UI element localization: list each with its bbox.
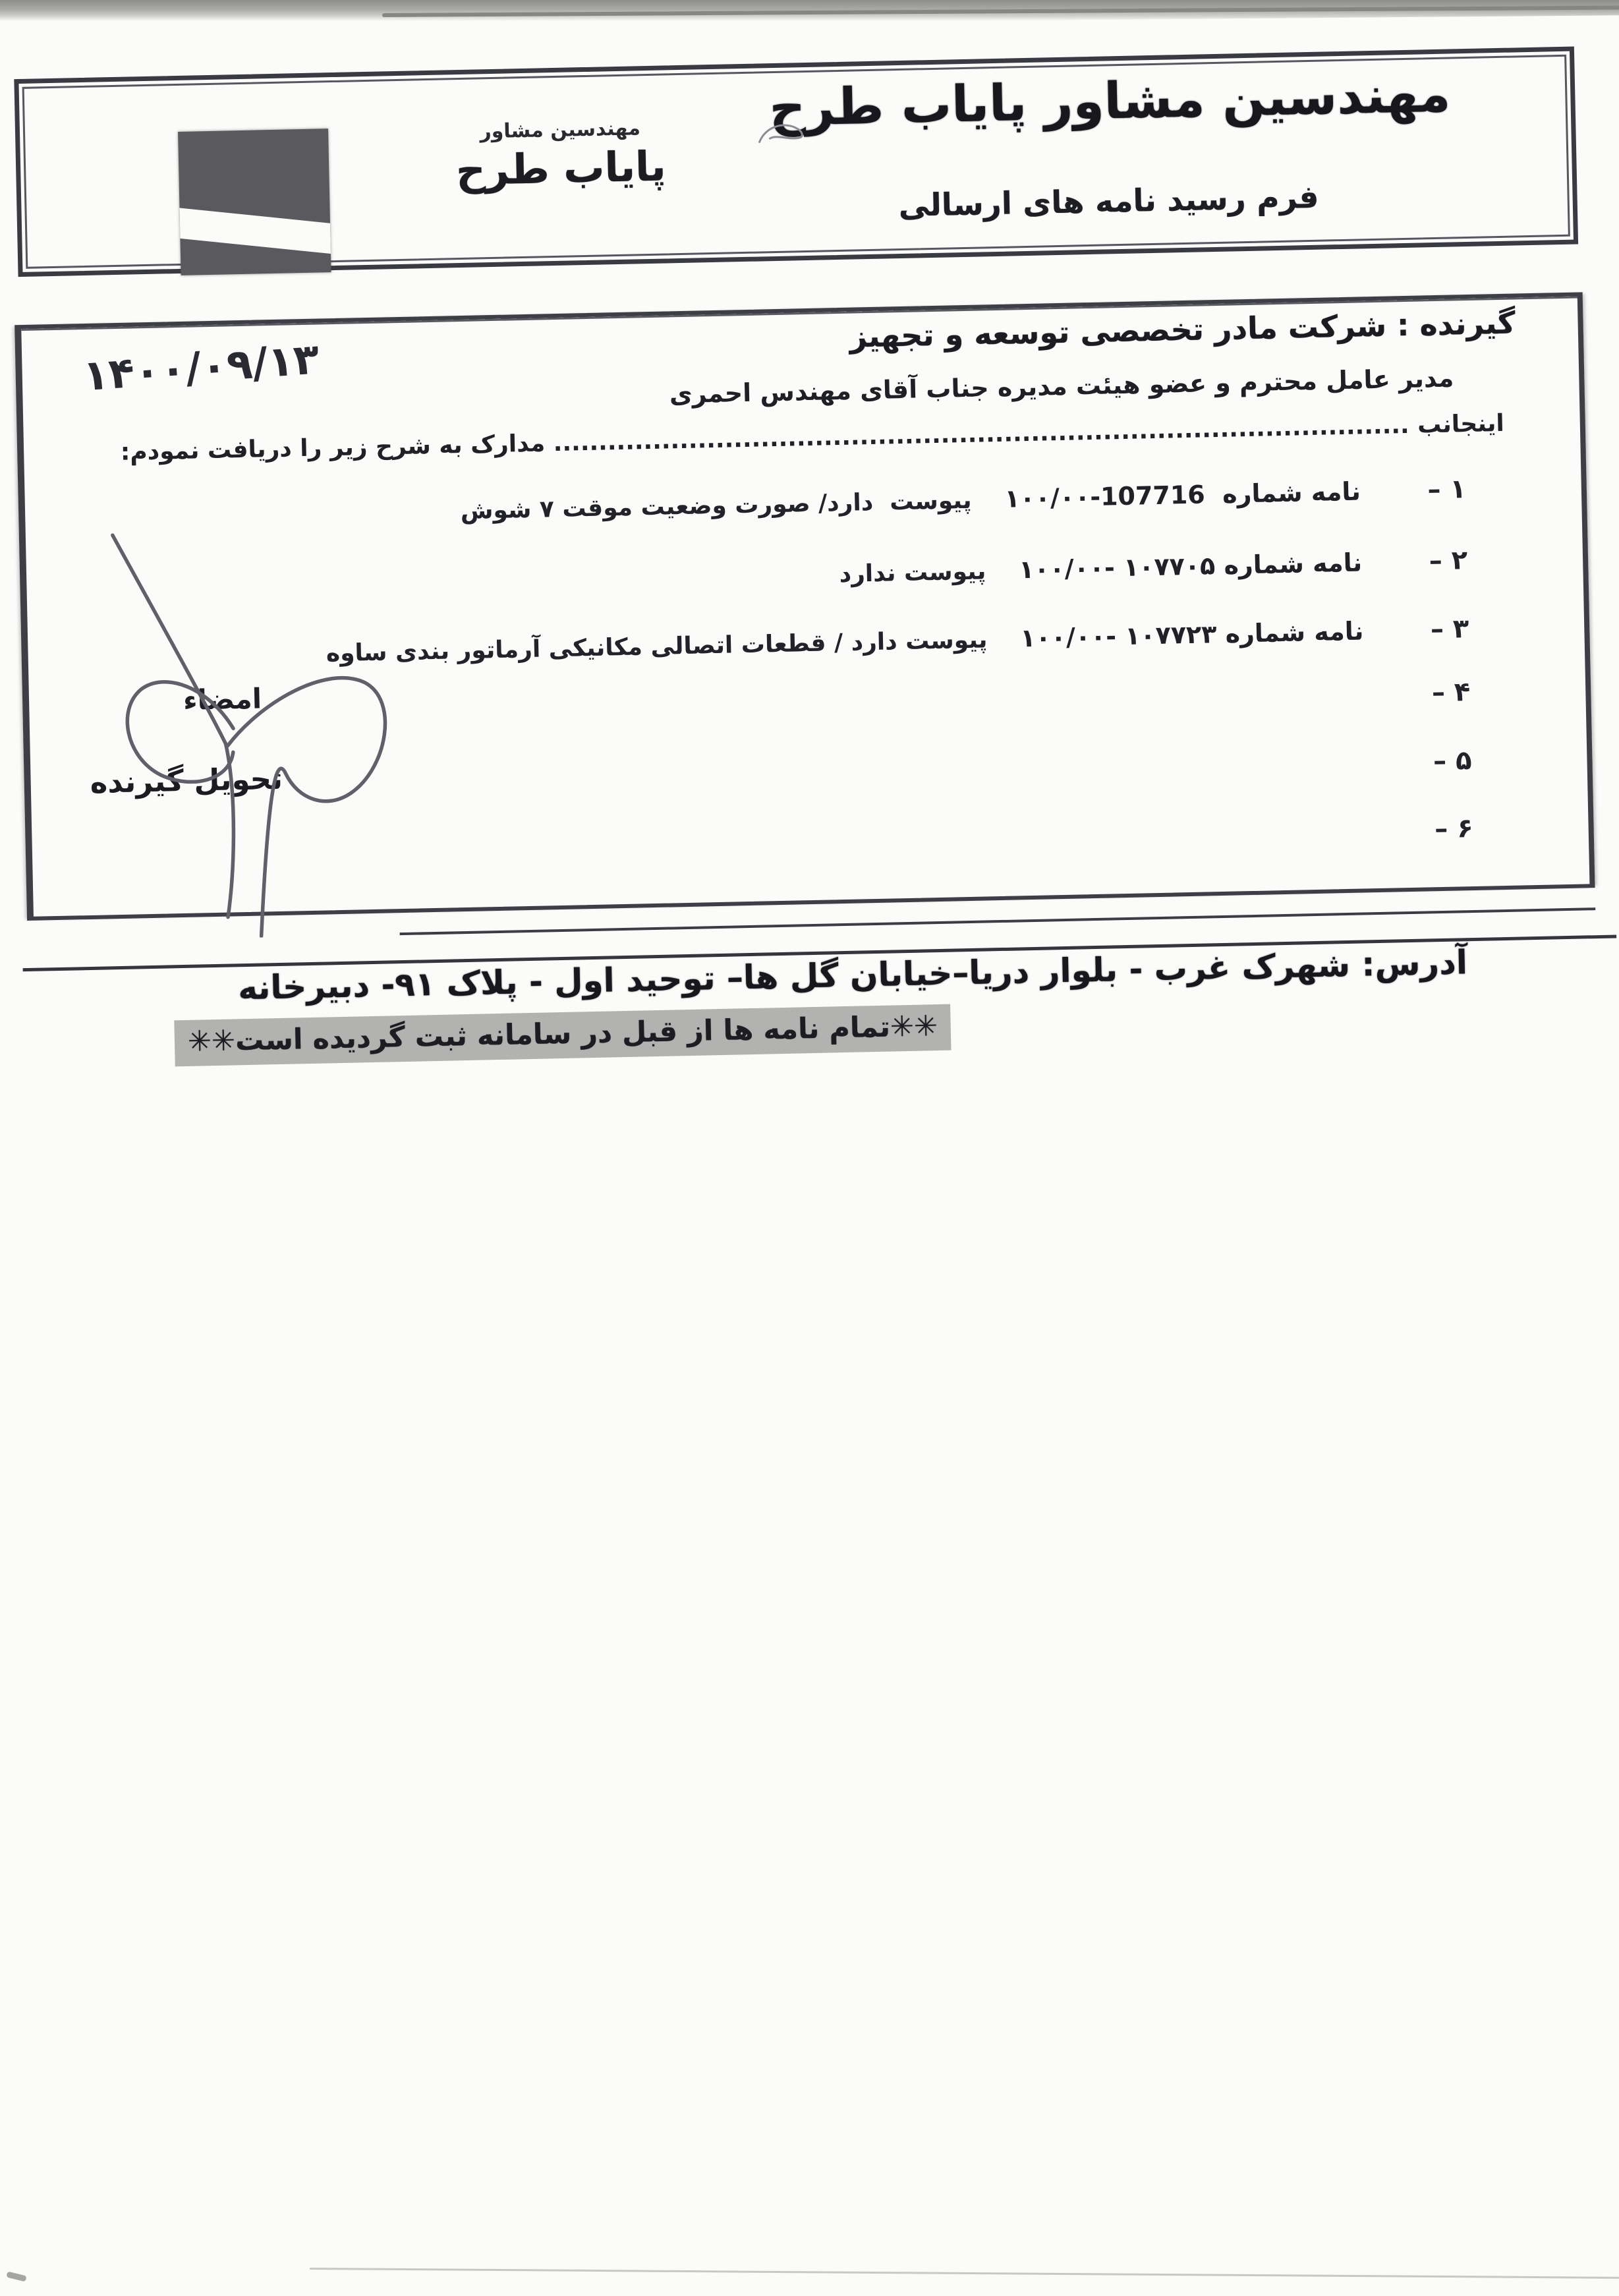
letter-number-text: نامه شماره ۱۰۷۷۰۵ -۱۰۰/۰۰ [1018,548,1363,585]
body-box [14,292,1595,921]
address-line: آدرس: شهرک غرب - بلوار دریا–خیابان گل ها– توحید اول - پلاک ۹۱- دبیرخانه [237,943,1468,1008]
receiver-label: تحویل گیرنده [90,761,283,800]
letter-row-number: ۵ – [1433,745,1472,777]
letter-row [1334,813,1473,846]
undersigned-suffix: مدارک به شرح زیر را دریافت نمودم: [120,430,554,466]
undersigned-dotted-blank: ............................................................................................... [553,411,1410,457]
letter-row [326,614,1469,668]
letter-row-number: ۶ – [1434,813,1474,845]
letter-number-text: نامه شماره ۱۰۷۷۲۳ -۱۰۰/۰۰ [1019,616,1364,653]
recipient-line: گیرنده : شرکت مادر تخصصی توسعه و تجهیز [849,304,1516,355]
attachment-text: پیوست دارد / قطعات اتصالی مکانیکی آرماتور بندی ساوه [326,626,988,668]
company-title: مهندسین مشاور پایاب طرح [768,64,1452,138]
letter-row-number: ۴ – [1431,677,1471,708]
form-subtitle: فرم رسید نامه های ارسالی [898,179,1320,225]
company-logo-mark [178,129,331,275]
undersigned-prefix: اینجانب [1409,409,1505,439]
logo-caption-small: مهندسین مشاور [480,117,641,144]
header-box [14,47,1578,277]
letter-row [1332,677,1471,710]
letter-row-number: ۲ – [1429,545,1468,577]
logo-stripe [178,207,331,257]
divider-line-upper [400,907,1596,935]
letter-row [1333,745,1472,778]
registered-note: ✳✳تمام نامه ها از قبل در سامانه ثبت گردیده است✳✳ [174,1004,951,1067]
logo-caption-name: پایاب طرح [455,142,667,195]
letter-row-number: ۳ – [1430,614,1469,645]
pen-squiggle-mark [756,117,812,154]
date-handwritten: ۱۴۰۰/۰۹/۱۳ [81,335,322,401]
letter-number-text: نامه شماره 107716-۱۰۰/۰۰ [1004,476,1361,513]
undersigned-line [120,410,1504,466]
letter-row [460,474,1466,525]
letter-row-number: ۱ – [1427,474,1467,505]
attachment-text: پیوست ندارد [839,558,986,588]
letter-row [839,545,1467,588]
signature-label: امضاء [183,682,262,716]
scan-artifact-bottom-mark [6,2272,26,2282]
handwritten-signature [63,506,401,941]
logo-caption [435,116,687,195]
manager-line: مدیر عامل محترم و عضو هیئت مدیره جناب آقای مهندس احمری [669,363,1454,409]
attachment-text: پیوست دارد/ صورت وضعیت موقت ۷ شوش [460,486,972,525]
